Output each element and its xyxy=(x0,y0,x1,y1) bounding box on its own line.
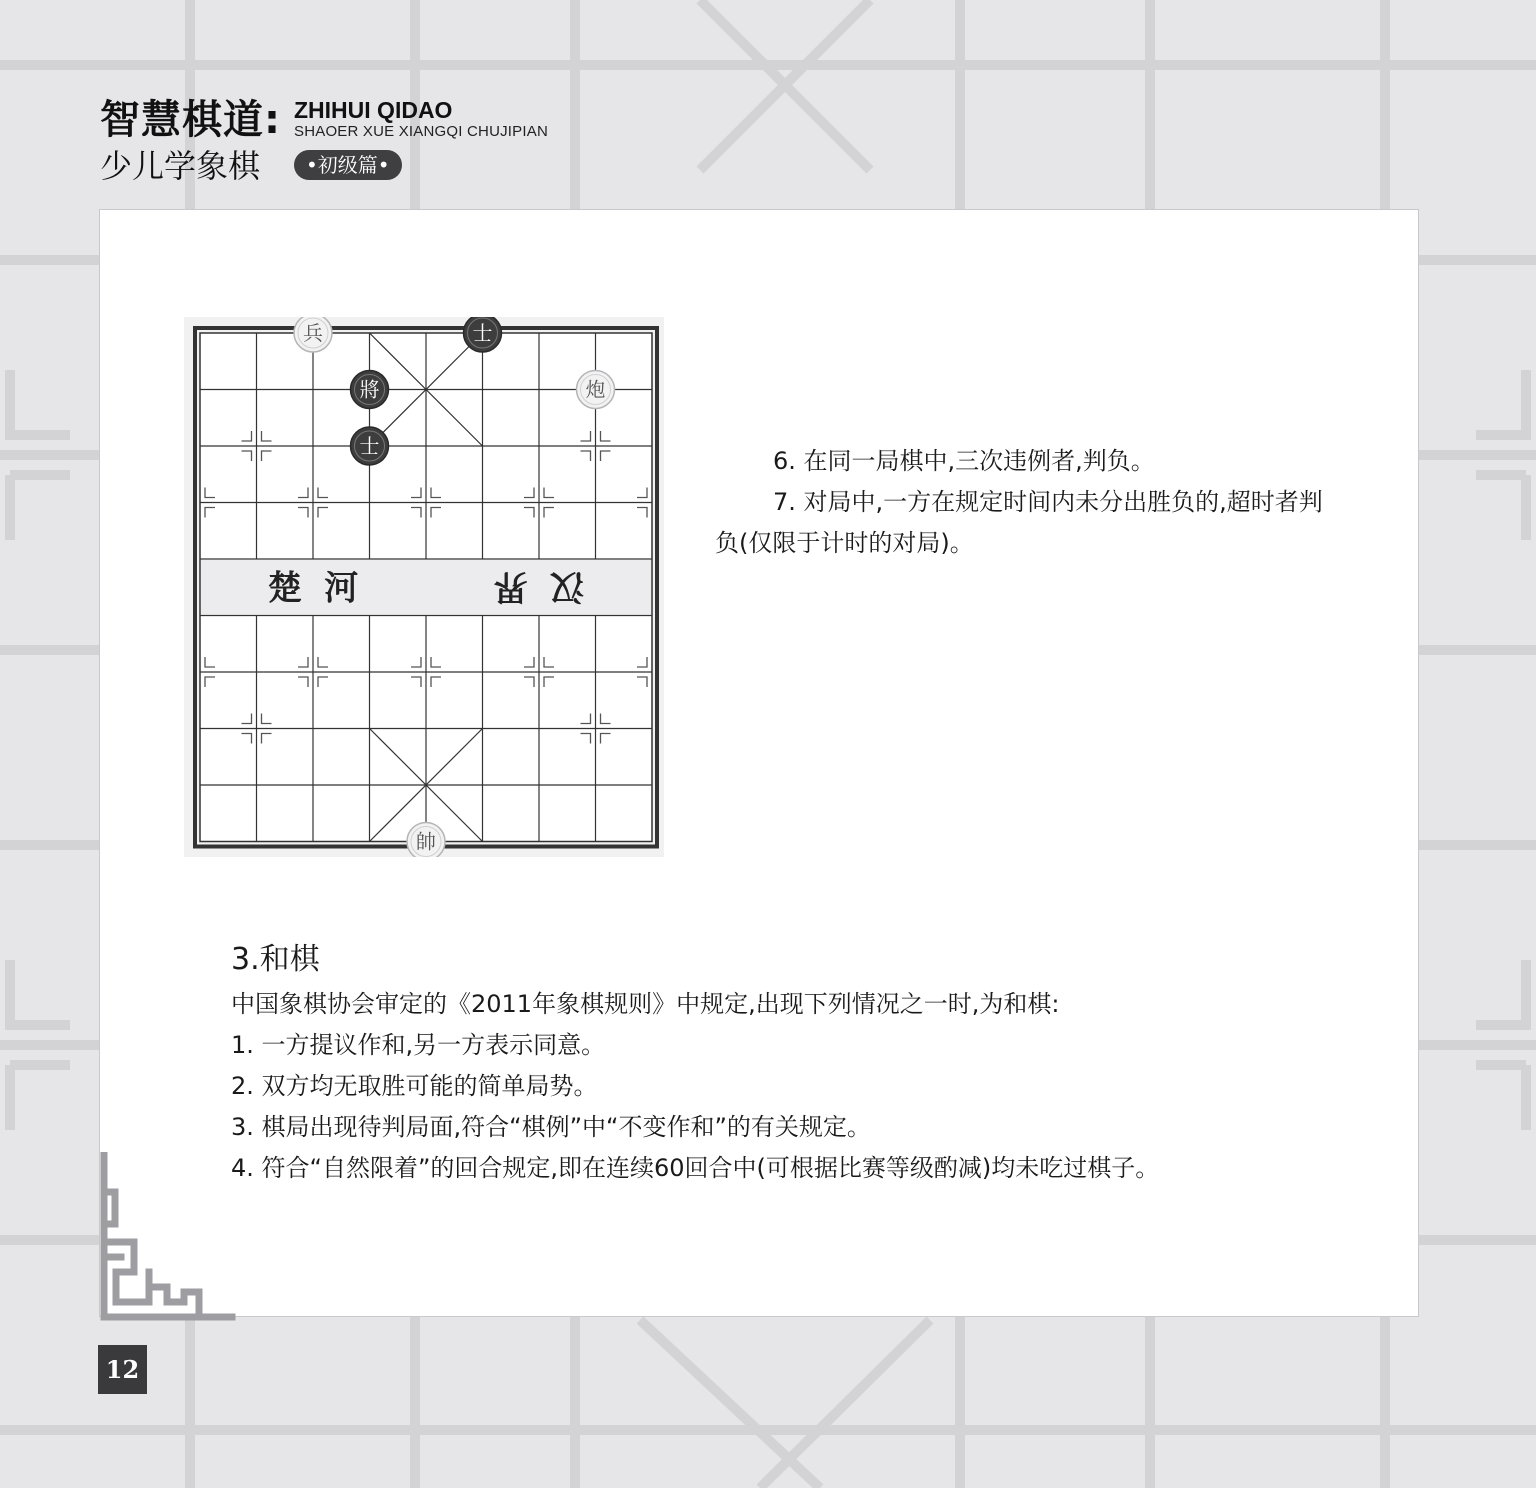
river-character: 界 xyxy=(493,566,528,607)
fretwork-corner-ornament xyxy=(99,1152,239,1322)
river-character: 汉 xyxy=(550,566,585,607)
book-subtitle: 少儿学象棋 xyxy=(100,147,261,185)
xiangqi-board-diagram xyxy=(184,317,664,857)
content-panel xyxy=(99,209,1419,1317)
draw-item: 1. 一方提议作和,另一方表示同意。 xyxy=(231,1031,606,1059)
section-heading: 3.和棋 xyxy=(231,942,320,977)
draw-item: 4. 符合“自然限着”的回合规定,即在连续60回合中(可根据比赛等级酌减)均未吃过棋子。 xyxy=(231,1154,1160,1182)
book-title: 智慧棋道: xyxy=(100,97,281,143)
river-character: 河 xyxy=(324,568,359,609)
book-title-pinyin: ZHIHUI QIDAO xyxy=(294,97,453,123)
piece-label: 兵 xyxy=(303,321,323,345)
piece-label: 帥 xyxy=(416,829,436,854)
rule-7-text: 7. 对局中,一方在规定时间内未分出胜负的,超时者判负(仅限于计时的对局)。 xyxy=(715,488,1323,557)
draw-item: 3. 棋局出现待判局面,符合“棋例”中“不变作和”的有关规定。 xyxy=(231,1113,871,1141)
piece-label: 士 xyxy=(359,434,380,458)
loss-rules-continued xyxy=(715,441,1330,564)
rule-6-text: 6. 在同一局棋中,三次违例者,判负。 xyxy=(773,447,1155,475)
draw-item: 2. 双方均无取胜可能的简单局势。 xyxy=(231,1072,598,1100)
river-character: 楚 xyxy=(267,568,302,609)
level-badge: •初级篇• xyxy=(294,150,402,180)
piece-label: 炮 xyxy=(585,377,606,402)
piece-label: 將 xyxy=(359,377,380,402)
draw-intro: 中国象棋协会审定的《2011年象棋规则》中规定,出现下列情况之一时,为和棋: xyxy=(231,990,1060,1018)
draw-section xyxy=(176,938,1336,1189)
page-number: 12 xyxy=(98,1345,147,1394)
book-subtitle-pinyin: SHAOER XUE XIANGQI CHUJIPIAN xyxy=(294,123,548,140)
book-header xyxy=(100,96,620,192)
piece-label: 士 xyxy=(472,321,493,345)
